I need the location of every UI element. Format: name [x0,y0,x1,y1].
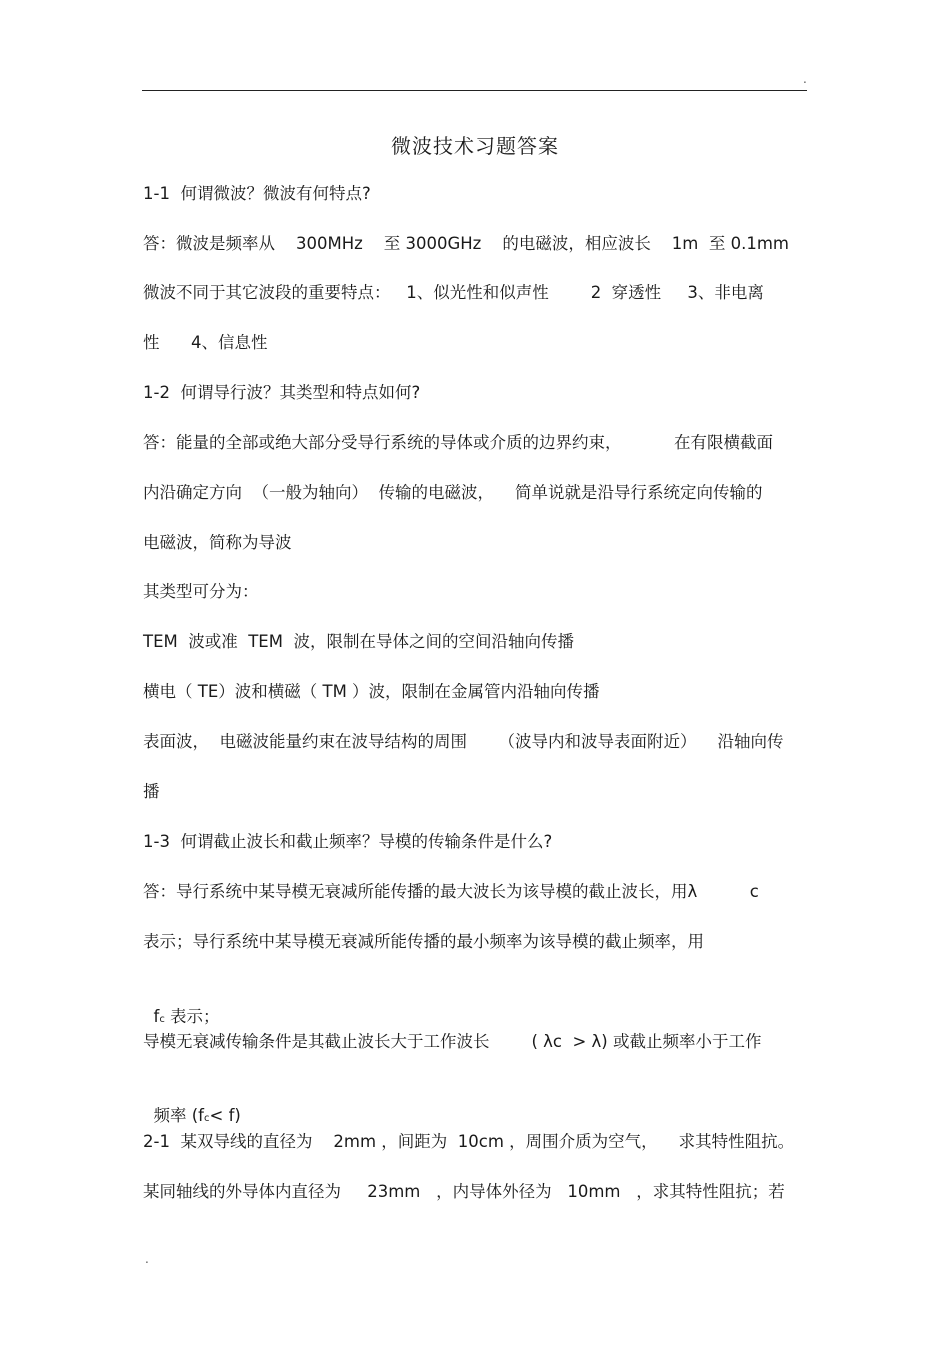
text-line: 1-3 何谓截止波长和截止频率？导模的传输条件是什么? [143,832,553,851]
header-dot: . [803,72,807,86]
text-line: 其类型可分为： [143,582,259,601]
text-line: 横电（ TE）波和横磁（ TM ）波，限制在金属管内沿轴向传播 [143,682,600,701]
text-line: 微波不同于其它波段的重要特点： 1、似光性和似声性 2 穿透性 3、非电离 [143,283,764,302]
text-line-fc [143,981,220,1032]
fc-symbol: f [153,1007,160,1026]
freq-subscript: c [204,1113,210,1124]
text-line: 表示；导行系统中某导模无衰减所能传播的最小频率为该导模的截止频率，用 [143,932,704,951]
text-line: 答：微波是频率从 300MHz 至 3000GHz 的电磁波，相应波长 1m 至 0.1mm [143,234,789,253]
fc-rest: 表示； [164,1007,220,1026]
freq-prefix: 频率 (f [153,1106,204,1125]
page-title: 微波技术习题答案 [391,134,559,158]
text-line: 性 4、信息性 [143,333,268,352]
text-line: 表面波， 电磁波能量约束在波导结构的周围 （波导内和波导表面附近） 沿轴向传 [143,732,784,751]
text-line: 2-1 某双导线的直径为 2mm ，间距为 10cm ，周围介质为空气， 求其特性阻抗。 [143,1132,795,1151]
text-line: 1-2 何谓导行波？其类型和特点如何? [143,383,421,402]
footer-dot: . [145,1252,149,1266]
text-line-freq [143,1080,241,1131]
text-line: 电磁波，简称为导波 [143,533,292,552]
text-line: 答：能量的全部或绝大部分受导行系统的导体或介质的边界约束， 在有限横截面 [143,433,773,452]
freq-rest: < f) [209,1106,241,1125]
text-line: 播 [143,782,160,801]
fc-subscript: c [159,1014,165,1025]
text-line: 答：导行系统中某导模无衰减所能传播的最大波长为该导模的截止波长，用λ c [143,882,759,901]
text-line: 内沿确定方向 （一般为轴向） 传输的电磁波， 简单说就是沿导行系统定向传输的 [143,483,763,502]
text-line: 导模无衰减传输条件是其截止波长大于工作波长 ( λc > λ) 或截止频率小于工作 [143,1032,762,1051]
text-line: 某同轴线的外导体内直径为 23mm ，内导体外径为 10mm ，求其特性阻抗；若 [143,1182,785,1201]
text-line: TEM 波或准 TEM 波，限制在导体之间的空间沿轴向传播 [143,632,574,651]
header-rule [142,90,807,91]
text-line: 1-1 何谓微波？微波有何特点? [143,184,371,203]
